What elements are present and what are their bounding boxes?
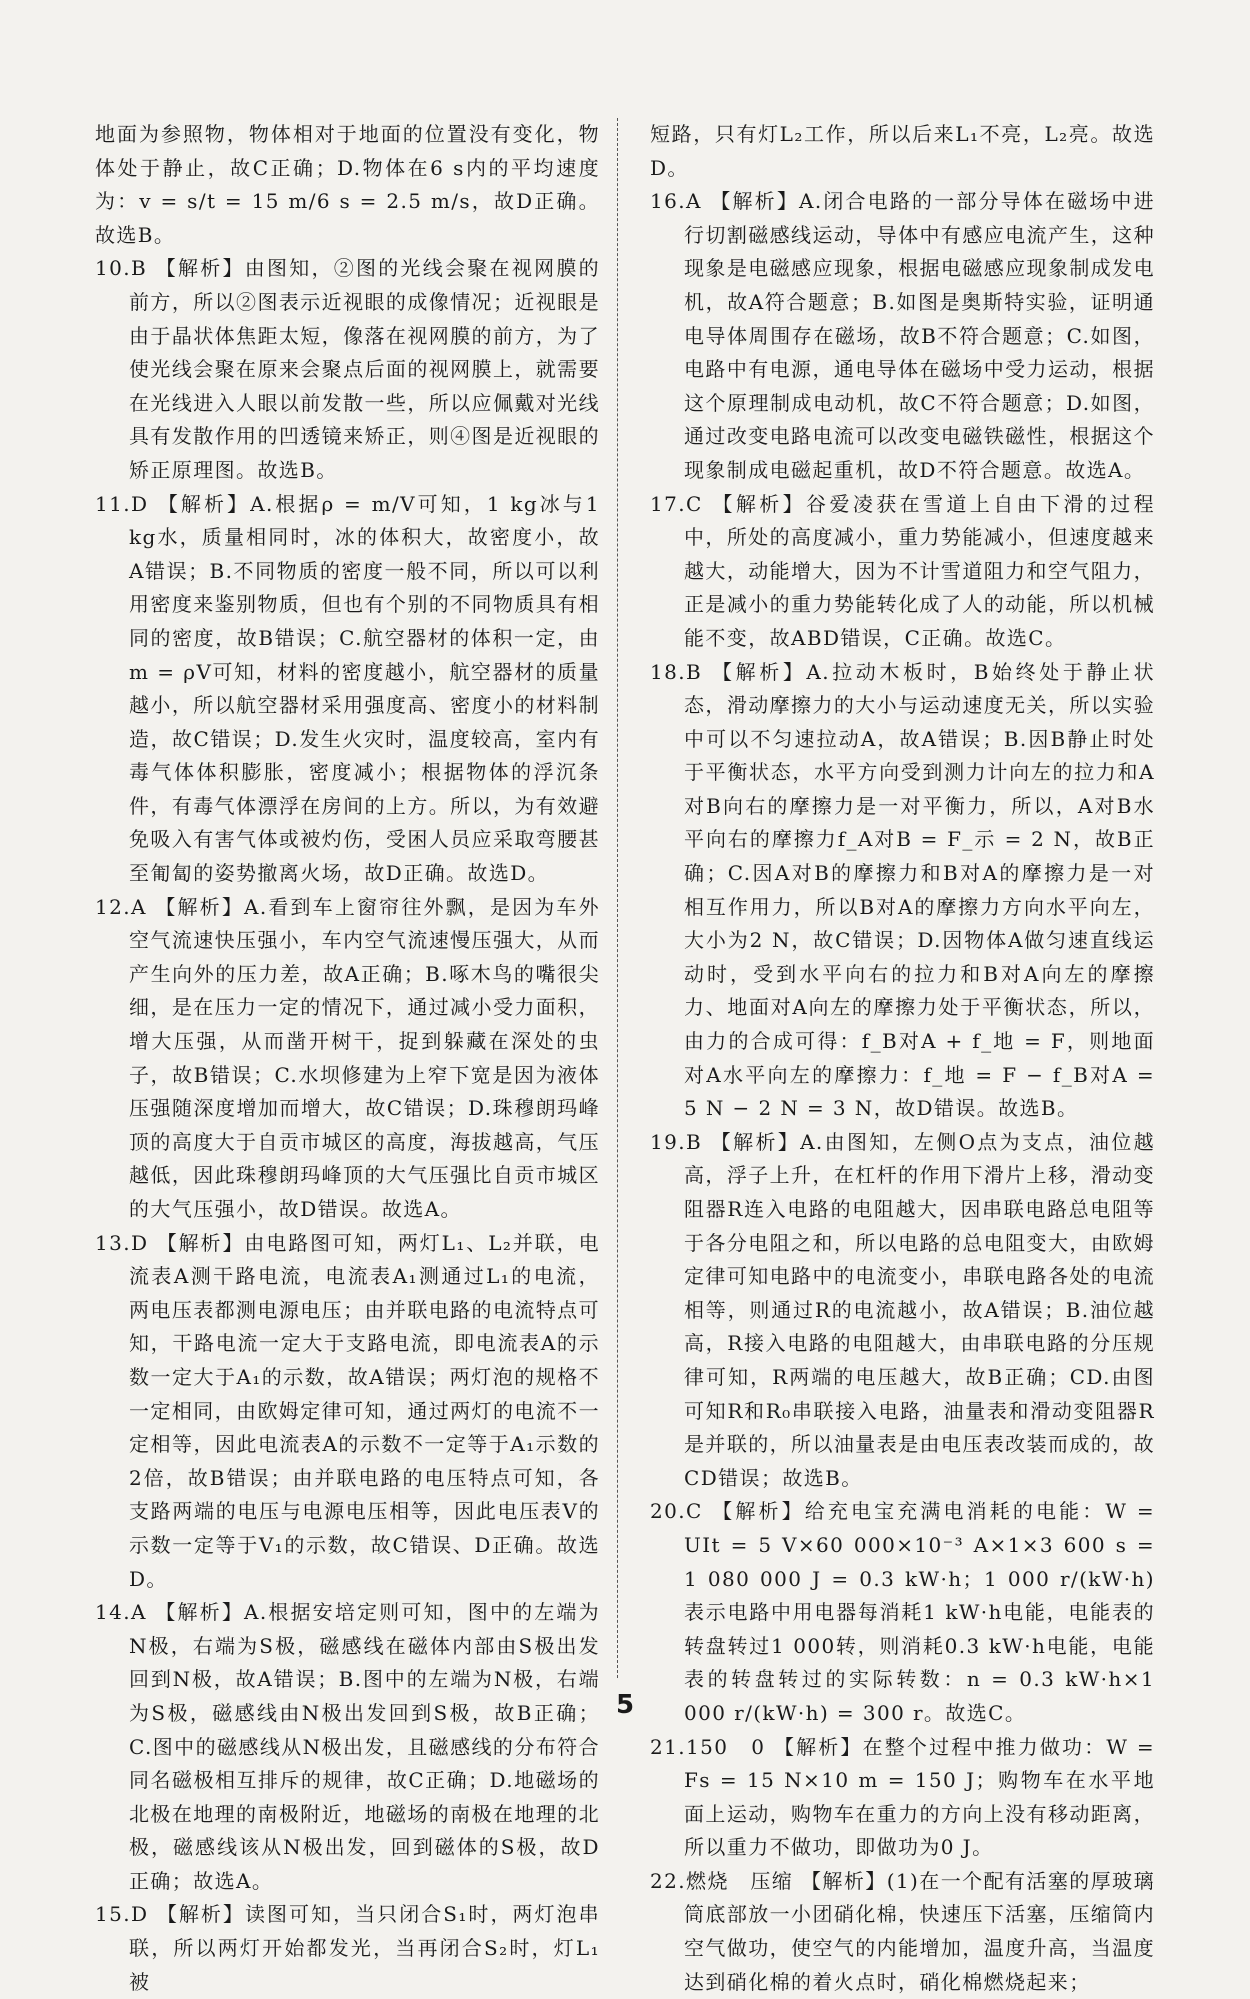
answer-18: 18.B 【解析】A.拉动木板时，B始终处于静止状态，滑动摩擦力的大小与运动速度无关，所以实验中可以不匀速拉动A，故A错误；B.因B静止时处于平衡状态，水平方向受到测力计向左的拉力和A对B向右的摩擦力是一对平衡力，所以，A对B水平向右的摩擦力f_A对B = F_示 = 2 N，故B正确；C.因A对B的摩擦力和B对A的摩擦力是一对相互作用力，所以B对A的摩擦力方向水平向左，大小为2 N，故C错误；D.因物体A做匀速直线运动时，受到水平向右的拉力和B对A向左的摩擦力、地面对A向左的摩擦力处于平衡状态，所以，由力的合成可得：f_B对A + f_地 = F，则地面对A水平向左的摩擦力：f_地 = F − f_B对A = 5 N − 2 N = 3 N，故D错误。故选B。 <box>650 659 1155 1121</box>
answer-19: 19.B 【解析】A.由图知，左侧O点为支点，油位越高，浮子上升，在杠杆的作用下滑片上移，滑动变阻器R连入电路的电阻越大，因串联电路总电阻等于各分电阻之和，所以电路的总电阻变大，由欧姆定律可知电路中的电流变小，串联电路各处的电流相等，则通过R的电流越小，故A错误；B.油位越高，R接入电路的电阻越大，由串联电路的分压规律可知，R两端的电压越大，故B正确；CD.由图可知R和R₀串联接入电路，油量表和滑动变阻器R是并联的，所以油量表是由电压表改装而成的，故CD错误；故选B。 <box>650 1129 1155 1490</box>
answer-14: 14.A 【解析】A.根据安培定则可知，图中的左端为N极，右端为S极，磁感线在磁体内部由S极出发回到N极，故A错误；B.图中的左端为N极，右端为S极，磁感线由N极出发回到S极，故B正确；C.图中的磁感线从N极出发，且磁感线的分布符合同名磁极相互排斥的规律，故C正确；D.地磁场的北极在地理的南极附近，地磁场的南极在地理的北极，磁感线该从N极出发，回到磁体的S极，故D正确；故选A。 <box>95 1600 600 1893</box>
column-divider <box>617 118 618 1678</box>
page-number: 5 <box>615 1690 635 1720</box>
answer-16: 16.A 【解析】A.闭合电路的一部分导体在磁场中进行切割磁感线运动，导体中有感应电流产生，这种现象是电磁感应现象，根据电磁感应现象制成发电机，故A符合题意；B.如图是奥斯特实验，证明通电导体周围存在磁场，故B不符合题意；C.如图，电路中有电源，通电导体在磁场中受力运动，根据这个原理制成电动机，故C不符合题意；D.如图，通过改变电路电流可以改变电磁铁磁性，根据这个现象制成电磁起重机，故D不符合题意。故选A。 <box>650 189 1155 482</box>
answer-21: 21.150 0 【解析】在整个过程中推力做功：W = Fs = 15 N×10 m = 150 J；购物车在水平地面上运动，购物车在重力的方向上没有移动距离，所以重力不做功，即做功为0 J。 <box>650 1734 1155 1860</box>
answer-22: 22.燃烧 压缩 【解析】(1)在一个配有活塞的厚玻璃筒底部放一小团硝化棉，快速压下活塞，压缩筒内空气做功，使空气的内能增加，温度升高，当温度达到硝化棉的着火点时，硝化棉燃烧起来； <box>650 1868 1155 1994</box>
answer-continuation: 地面为参照物，物体相对于地面的位置没有变化，物体处于静止，故C正确；D.物体在6 s内的平均速度为：v = s/t = 15 m/6 s = 2.5 m/s，故D正确。故选B。 <box>95 122 600 247</box>
answer-13: 13.D 【解析】由电路图可知，两灯L₁、L₂并联，电流表A测干路电流，电流表A₁测通过L₁的电流，两电压表都测电源电压；由并联电路的电流特点可知，干路电流一定大于支路电流，即电流表A的示数一定大于A₁的示数，故A错误；两灯泡的规格不一定相同，由欧姆定律可知，通过两灯的电流不一定相等，因此电流表A的示数不一定等于A₁示数的2倍，故B错误；由并联电路的电压特点可知，各支路两端的电压与电源电压相等，因此电压表V的示数一定等于V₁的示数，故C错误、D正确。故选D。 <box>95 1230 600 1591</box>
answer-15: 15.D 【解析】读图可知，当只闭合S₁时，两灯泡串联，所以两灯开始都发光，当再闭合S₂时，灯L₁被 <box>95 1902 600 1994</box>
answer-17: 17.C 【解析】谷爱凌获在雪道上自由下滑的过程中，所处的高度减小，重力势能减小，但速度越来越大，动能增大，因为不计雪道阻力和空气阻力，正是减小的重力势能转化成了人的动能，所以机械能不变，故ABD错误，C正确。故选C。 <box>650 491 1155 650</box>
answer-12: 12.A 【解析】A.看到车上窗帘往外飘，是因为车外空气流速快压强小，车内空气流速慢压强大，从而产生向外的压力差，故A正确；B.啄木鸟的嘴很尖细，是在压力一定的情况下，通过减小受力面积，增大压强，从而凿开树干，捉到躲藏在深处的虫子，故B错误；C.水坝修建为上窄下宽是因为液体压强随深度增加而增大，故C错误；D.珠穆朗玛峰顶的高度大于自贡市城区的高度，海拔越高，气压越低，因此珠穆朗玛峰顶的大气压强比自贡市城区的大气压强小，故D错误。故选A。 <box>95 894 600 1221</box>
answer-15-continuation: 短路，只有灯L₂工作，所以后来L₁不亮，L₂亮。故选D。 <box>650 122 1155 180</box>
answer-10: 10.B 【解析】由图知，②图的光线会聚在视网膜的前方，所以②图表示近视眼的成像情况；近视眼是由于晶状体焦距太短，像落在视网膜的前方，为了使光线会聚在原来会聚点后面的视网膜上，就需要在光线进入人眼以前发散一些，所以应佩戴对光线具有发散作用的凹透镜来矫正，则④图是近视眼的矫正原理图。故选B。 <box>95 256 600 482</box>
answer-11: 11.D 【解析】A.根据ρ = m/V可知，1 kg冰与1 kg水，质量相同时，冰的体积大，故密度小，故A错误；B.不同物质的密度一般不同，所以可以利用密度来鉴别物质，但也有个别的不同物质具有相同的密度，故B错误；C.航空器材的体积一定，由m = ρV可知，材料的密度越小，航空器材的质量越小，所以航空器材采用强度高、密度小的材料制造，故C错误；D.发生火灾时，温度较高，室内有毒气体体积膨胀，密度减小；根据物体的浮沉条件，有毒气体漂浮在房间的上方。所以，为有效避免吸入有害气体或被灼伤，受困人员应采取弯腰甚至匍匐的姿势撤离火场，故D正确。故选D。 <box>95 491 600 886</box>
answer-20: 20.C 【解析】给充电宝充满电消耗的电能：W = UIt = 5 V×60 000×10⁻³ A×1×3 600 s = 1 080 000 J = 0.3 kW·h；1 000 r/(kW·h)表示电路中用电器每消耗1 kW·h电能，电能表的转盘转过1 000转，则消耗0.3 kW·h电能，电能表的转盘转过的实际转数：n = 0.3 kW·h×1 000 r/(kW·h) = 300 r。故选C。 <box>650 1499 1155 1725</box>
